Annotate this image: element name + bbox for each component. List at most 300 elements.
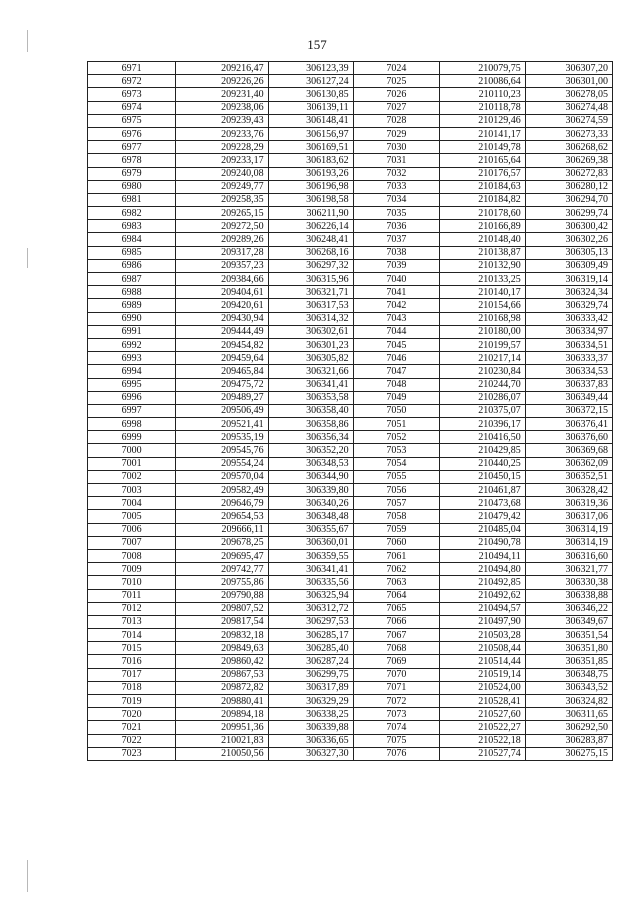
x-coordinate-cell: 209233,17 — [176, 154, 268, 167]
x-coordinate-cell: 209258,35 — [176, 193, 268, 206]
x-coordinate-cell: 210485,04 — [440, 523, 526, 536]
point-number-cell: 6988 — [88, 286, 176, 299]
table-row — [88, 510, 613, 523]
y-coordinate-cell: 306148,41 — [268, 114, 353, 127]
point-number-cell: 7016 — [88, 655, 176, 668]
x-coordinate-cell: 210508,44 — [440, 642, 526, 655]
point-number-cell: 6980 — [88, 180, 176, 193]
x-coordinate-cell: 210494,80 — [440, 563, 526, 576]
table-row — [88, 523, 613, 536]
point-number-cell: 7020 — [88, 708, 176, 721]
x-coordinate-cell: 210528,41 — [440, 695, 526, 708]
point-number-cell: 7041 — [353, 286, 440, 299]
point-number-cell: 7029 — [353, 127, 440, 140]
x-coordinate-cell: 210473,68 — [440, 497, 526, 510]
y-coordinate-cell: 306283,87 — [525, 734, 612, 747]
x-coordinate-cell: 210286,07 — [440, 391, 526, 404]
point-number-cell: 7047 — [353, 365, 440, 378]
point-number-cell: 7012 — [88, 602, 176, 615]
y-coordinate-cell: 306248,41 — [268, 233, 353, 246]
y-coordinate-cell: 306335,56 — [268, 576, 353, 589]
x-coordinate-cell: 209454,82 — [176, 338, 268, 351]
x-coordinate-cell: 209272,50 — [176, 220, 268, 233]
x-coordinate-cell: 209404,61 — [176, 286, 268, 299]
y-coordinate-cell: 306333,42 — [525, 312, 612, 325]
table-row — [88, 734, 613, 747]
y-coordinate-cell: 306169,51 — [268, 141, 353, 154]
x-coordinate-cell: 210079,75 — [440, 62, 526, 75]
x-coordinate-cell: 210133,25 — [440, 273, 526, 286]
x-coordinate-cell: 210184,63 — [440, 180, 526, 193]
x-coordinate-cell: 209465,84 — [176, 365, 268, 378]
point-number-cell: 7035 — [353, 207, 440, 220]
y-coordinate-cell: 306360,01 — [268, 536, 353, 549]
point-number-cell: 7022 — [88, 734, 176, 747]
table-row — [88, 220, 613, 233]
y-coordinate-cell: 306156,97 — [268, 127, 353, 140]
point-number-cell: 7040 — [353, 273, 440, 286]
table-row — [88, 747, 613, 760]
table-row — [88, 470, 613, 483]
x-coordinate-cell: 210149,78 — [440, 141, 526, 154]
coordinates-table — [87, 61, 613, 761]
table-row — [88, 708, 613, 721]
y-coordinate-cell: 306274,48 — [525, 101, 612, 114]
y-coordinate-cell: 306325,94 — [268, 589, 353, 602]
x-coordinate-cell: 210490,78 — [440, 536, 526, 549]
y-coordinate-cell: 306321,71 — [268, 286, 353, 299]
y-coordinate-cell: 306300,42 — [525, 220, 612, 233]
table-row — [88, 615, 613, 628]
x-coordinate-cell: 210492,85 — [440, 576, 526, 589]
point-number-cell: 7066 — [353, 615, 440, 628]
point-number-cell: 6989 — [88, 299, 176, 312]
x-coordinate-cell: 209582,49 — [176, 484, 268, 497]
page-number: 157 — [307, 37, 327, 52]
y-coordinate-cell: 306359,55 — [268, 549, 353, 562]
point-number-cell: 6982 — [88, 207, 176, 220]
table-row — [88, 127, 613, 140]
y-coordinate-cell: 306317,53 — [268, 299, 353, 312]
point-number-cell: 7002 — [88, 470, 176, 483]
y-coordinate-cell: 306292,50 — [525, 721, 612, 734]
table-row — [88, 365, 613, 378]
point-number-cell: 7000 — [88, 444, 176, 457]
point-number-cell: 7024 — [353, 62, 440, 75]
point-number-cell: 7057 — [353, 497, 440, 510]
point-number-cell: 6973 — [88, 88, 176, 101]
point-number-cell: 7018 — [88, 681, 176, 694]
y-coordinate-cell: 306272,83 — [525, 167, 612, 180]
y-coordinate-cell: 306334,53 — [525, 365, 612, 378]
x-coordinate-cell: 210450,15 — [440, 470, 526, 483]
y-coordinate-cell: 306315,96 — [268, 273, 353, 286]
x-coordinate-cell: 210129,46 — [440, 114, 526, 127]
point-number-cell: 7063 — [353, 576, 440, 589]
x-coordinate-cell: 210217,14 — [440, 352, 526, 365]
x-coordinate-cell: 209475,72 — [176, 378, 268, 391]
x-coordinate-cell: 210522,18 — [440, 734, 526, 747]
point-number-cell: 7071 — [353, 681, 440, 694]
y-coordinate-cell: 306139,11 — [268, 101, 353, 114]
y-coordinate-cell: 306297,32 — [268, 259, 353, 272]
point-number-cell: 7006 — [88, 523, 176, 536]
x-coordinate-cell: 210524,00 — [440, 681, 526, 694]
x-coordinate-cell: 209239,43 — [176, 114, 268, 127]
y-coordinate-cell: 306311,65 — [525, 708, 612, 721]
y-coordinate-cell: 306312,72 — [268, 602, 353, 615]
table-row — [88, 193, 613, 206]
y-coordinate-cell: 306317,89 — [268, 681, 353, 694]
x-coordinate-cell: 209489,27 — [176, 391, 268, 404]
x-coordinate-cell: 209742,77 — [176, 563, 268, 576]
x-coordinate-cell: 210148,40 — [440, 233, 526, 246]
point-number-cell: 7067 — [353, 629, 440, 642]
y-coordinate-cell: 306269,38 — [525, 154, 612, 167]
y-coordinate-cell: 306353,58 — [268, 391, 353, 404]
y-coordinate-cell: 306278,05 — [525, 88, 612, 101]
x-coordinate-cell: 210429,85 — [440, 444, 526, 457]
table-row — [88, 695, 613, 708]
y-coordinate-cell: 306349,67 — [525, 615, 612, 628]
table-row — [88, 497, 613, 510]
x-coordinate-cell: 209240,08 — [176, 167, 268, 180]
x-coordinate-cell: 210021,83 — [176, 734, 268, 747]
y-coordinate-cell: 306334,51 — [525, 338, 612, 351]
y-coordinate-cell: 306275,15 — [525, 747, 612, 760]
y-coordinate-cell: 306319,36 — [525, 497, 612, 510]
point-number-cell: 7003 — [88, 484, 176, 497]
x-coordinate-cell: 209444,49 — [176, 325, 268, 338]
x-coordinate-cell: 210141,17 — [440, 127, 526, 140]
x-coordinate-cell: 209867,53 — [176, 668, 268, 681]
x-coordinate-cell: 210176,57 — [440, 167, 526, 180]
y-coordinate-cell: 306319,14 — [525, 273, 612, 286]
y-coordinate-cell: 306348,75 — [525, 668, 612, 681]
x-coordinate-cell: 210522,27 — [440, 721, 526, 734]
point-number-cell: 6974 — [88, 101, 176, 114]
point-number-cell: 7074 — [353, 721, 440, 734]
x-coordinate-cell: 209535,19 — [176, 431, 268, 444]
point-number-cell: 7046 — [353, 352, 440, 365]
x-coordinate-cell: 210396,17 — [440, 418, 526, 431]
x-coordinate-cell: 209570,04 — [176, 470, 268, 483]
point-number-cell: 7005 — [88, 510, 176, 523]
y-coordinate-cell: 306299,75 — [268, 668, 353, 681]
table-row — [88, 378, 613, 391]
x-coordinate-cell: 210479,42 — [440, 510, 526, 523]
table-row — [88, 141, 613, 154]
table-row — [88, 352, 613, 365]
x-coordinate-cell: 210086,64 — [440, 75, 526, 88]
x-coordinate-cell: 210184,82 — [440, 193, 526, 206]
table-row — [88, 563, 613, 576]
point-number-cell: 7068 — [353, 642, 440, 655]
x-coordinate-cell: 210178,60 — [440, 207, 526, 220]
table-row — [88, 180, 613, 193]
table-row — [88, 101, 613, 114]
point-number-cell: 6998 — [88, 418, 176, 431]
point-number-cell: 6978 — [88, 154, 176, 167]
point-number-cell: 7023 — [88, 747, 176, 760]
point-number-cell: 6996 — [88, 391, 176, 404]
y-coordinate-cell: 306309,49 — [525, 259, 612, 272]
table-row — [88, 576, 613, 589]
table-row — [88, 642, 613, 655]
point-number-cell: 7033 — [353, 180, 440, 193]
y-coordinate-cell: 306321,66 — [268, 365, 353, 378]
point-number-cell: 7026 — [353, 88, 440, 101]
y-coordinate-cell: 306226,14 — [268, 220, 353, 233]
y-coordinate-cell: 306376,41 — [525, 418, 612, 431]
table-row — [88, 589, 613, 602]
y-coordinate-cell: 306193,26 — [268, 167, 353, 180]
table-row — [88, 273, 613, 286]
y-coordinate-cell: 306355,67 — [268, 523, 353, 536]
point-number-cell: 7061 — [353, 549, 440, 562]
y-coordinate-cell: 306305,13 — [525, 246, 612, 259]
point-number-cell: 7037 — [353, 233, 440, 246]
x-coordinate-cell: 209654,53 — [176, 510, 268, 523]
point-number-cell: 7032 — [353, 167, 440, 180]
y-coordinate-cell: 306274,59 — [525, 114, 612, 127]
y-coordinate-cell: 306362,09 — [525, 457, 612, 470]
y-coordinate-cell: 306339,80 — [268, 484, 353, 497]
table-row — [88, 114, 613, 127]
x-coordinate-cell: 210050,56 — [176, 747, 268, 760]
y-coordinate-cell: 306333,37 — [525, 352, 612, 365]
y-coordinate-cell: 306351,80 — [525, 642, 612, 655]
point-number-cell: 7007 — [88, 536, 176, 549]
x-coordinate-cell: 210199,57 — [440, 338, 526, 351]
x-coordinate-cell: 209678,25 — [176, 536, 268, 549]
x-coordinate-cell: 209459,64 — [176, 352, 268, 365]
table-row — [88, 299, 613, 312]
table-row — [88, 338, 613, 351]
y-coordinate-cell: 306314,19 — [525, 536, 612, 549]
table-row — [88, 325, 613, 338]
x-coordinate-cell: 209755,86 — [176, 576, 268, 589]
table-row — [88, 233, 613, 246]
point-number-cell: 6991 — [88, 325, 176, 338]
x-coordinate-cell: 210375,07 — [440, 404, 526, 417]
x-coordinate-cell: 209872,82 — [176, 681, 268, 694]
y-coordinate-cell: 306285,17 — [268, 629, 353, 642]
x-coordinate-cell: 210110,23 — [440, 88, 526, 101]
coordinates-table-body — [88, 62, 613, 761]
y-coordinate-cell: 306301,00 — [525, 75, 612, 88]
point-number-cell: 7045 — [353, 338, 440, 351]
table-row — [88, 259, 613, 272]
y-coordinate-cell: 306351,85 — [525, 655, 612, 668]
x-coordinate-cell: 209545,76 — [176, 444, 268, 457]
table-row — [88, 418, 613, 431]
x-coordinate-cell: 210244,70 — [440, 378, 526, 391]
y-coordinate-cell: 306305,82 — [268, 352, 353, 365]
x-coordinate-cell: 209265,15 — [176, 207, 268, 220]
point-number-cell: 7043 — [353, 312, 440, 325]
y-coordinate-cell: 306351,54 — [525, 629, 612, 642]
point-number-cell: 7017 — [88, 668, 176, 681]
y-coordinate-cell: 306314,19 — [525, 523, 612, 536]
y-coordinate-cell: 306349,44 — [525, 391, 612, 404]
x-coordinate-cell: 210440,25 — [440, 457, 526, 470]
y-coordinate-cell: 306348,48 — [268, 510, 353, 523]
y-coordinate-cell: 306344,90 — [268, 470, 353, 483]
x-coordinate-cell: 210492,62 — [440, 589, 526, 602]
y-coordinate-cell: 306316,60 — [525, 549, 612, 562]
point-number-cell: 7009 — [88, 563, 176, 576]
table-row — [88, 391, 613, 404]
y-coordinate-cell: 306358,40 — [268, 404, 353, 417]
y-coordinate-cell: 306329,74 — [525, 299, 612, 312]
point-number-cell: 7062 — [353, 563, 440, 576]
point-number-cell: 6995 — [88, 378, 176, 391]
point-number-cell: 6979 — [88, 167, 176, 180]
point-number-cell: 7042 — [353, 299, 440, 312]
point-number-cell: 7055 — [353, 470, 440, 483]
table-row — [88, 681, 613, 694]
y-coordinate-cell: 306317,06 — [525, 510, 612, 523]
x-coordinate-cell: 209849,63 — [176, 642, 268, 655]
y-coordinate-cell: 306348,53 — [268, 457, 353, 470]
x-coordinate-cell: 209951,36 — [176, 721, 268, 734]
point-number-cell: 6997 — [88, 404, 176, 417]
point-number-cell: 7073 — [353, 708, 440, 721]
table-row — [88, 549, 613, 562]
y-coordinate-cell: 306358,86 — [268, 418, 353, 431]
y-coordinate-cell: 306327,30 — [268, 747, 353, 760]
y-coordinate-cell: 306352,51 — [525, 470, 612, 483]
point-number-cell: 6987 — [88, 273, 176, 286]
point-number-cell: 7076 — [353, 747, 440, 760]
point-number-cell: 6999 — [88, 431, 176, 444]
x-coordinate-cell: 210118,78 — [440, 101, 526, 114]
y-coordinate-cell: 306130,85 — [268, 88, 353, 101]
x-coordinate-cell: 210140,17 — [440, 286, 526, 299]
point-number-cell: 6990 — [88, 312, 176, 325]
x-coordinate-cell: 209289,26 — [176, 233, 268, 246]
point-number-cell: 7027 — [353, 101, 440, 114]
point-number-cell: 6977 — [88, 141, 176, 154]
y-coordinate-cell: 306338,25 — [268, 708, 353, 721]
x-coordinate-cell: 210497,90 — [440, 615, 526, 628]
table-row — [88, 602, 613, 615]
point-number-cell: 7059 — [353, 523, 440, 536]
y-coordinate-cell: 306324,82 — [525, 695, 612, 708]
point-number-cell: 7004 — [88, 497, 176, 510]
x-coordinate-cell: 209554,24 — [176, 457, 268, 470]
point-number-cell: 6983 — [88, 220, 176, 233]
y-coordinate-cell: 306302,61 — [268, 325, 353, 338]
y-coordinate-cell: 306372,15 — [525, 404, 612, 417]
x-coordinate-cell: 209233,76 — [176, 127, 268, 140]
y-coordinate-cell: 306301,23 — [268, 338, 353, 351]
table-row — [88, 62, 613, 75]
table-row — [88, 536, 613, 549]
y-coordinate-cell: 306196,98 — [268, 180, 353, 193]
y-coordinate-cell: 306280,12 — [525, 180, 612, 193]
x-coordinate-cell: 209231,40 — [176, 88, 268, 101]
y-coordinate-cell: 306268,16 — [268, 246, 353, 259]
y-coordinate-cell: 306329,29 — [268, 695, 353, 708]
point-number-cell: 7015 — [88, 642, 176, 655]
x-coordinate-cell: 209430,94 — [176, 312, 268, 325]
table-row — [88, 457, 613, 470]
table-row — [88, 404, 613, 417]
y-coordinate-cell: 306369,68 — [525, 444, 612, 457]
point-number-cell: 6994 — [88, 365, 176, 378]
point-number-cell: 7028 — [353, 114, 440, 127]
point-number-cell: 7052 — [353, 431, 440, 444]
y-coordinate-cell: 306268,62 — [525, 141, 612, 154]
y-coordinate-cell: 306287,24 — [268, 655, 353, 668]
point-number-cell: 7030 — [353, 141, 440, 154]
x-coordinate-cell: 209384,66 — [176, 273, 268, 286]
x-coordinate-cell: 209695,47 — [176, 549, 268, 562]
x-coordinate-cell: 209506,49 — [176, 404, 268, 417]
y-coordinate-cell: 306343,52 — [525, 681, 612, 694]
table-row — [88, 246, 613, 259]
point-number-cell: 7056 — [353, 484, 440, 497]
point-number-cell: 6992 — [88, 338, 176, 351]
x-coordinate-cell: 210168,98 — [440, 312, 526, 325]
table-row — [88, 88, 613, 101]
table-row — [88, 721, 613, 734]
point-number-cell: 7049 — [353, 391, 440, 404]
x-coordinate-cell: 209790,88 — [176, 589, 268, 602]
x-coordinate-cell: 209807,52 — [176, 602, 268, 615]
table-row — [88, 655, 613, 668]
point-number-cell: 7072 — [353, 695, 440, 708]
table-row — [88, 312, 613, 325]
table-row — [88, 286, 613, 299]
y-coordinate-cell: 306123,39 — [268, 62, 353, 75]
y-coordinate-cell: 306340,26 — [268, 497, 353, 510]
x-coordinate-cell: 210527,60 — [440, 708, 526, 721]
x-coordinate-cell: 209521,41 — [176, 418, 268, 431]
point-number-cell: 6984 — [88, 233, 176, 246]
x-coordinate-cell: 210166,89 — [440, 220, 526, 233]
y-coordinate-cell: 306321,77 — [525, 563, 612, 576]
x-coordinate-cell: 209894,18 — [176, 708, 268, 721]
point-number-cell: 7044 — [353, 325, 440, 338]
table-row — [88, 484, 613, 497]
x-coordinate-cell: 209832,18 — [176, 629, 268, 642]
y-coordinate-cell: 306328,42 — [525, 484, 612, 497]
x-coordinate-cell: 209249,77 — [176, 180, 268, 193]
point-number-cell: 7008 — [88, 549, 176, 562]
x-coordinate-cell: 209646,79 — [176, 497, 268, 510]
table-row — [88, 444, 613, 457]
point-number-cell: 7064 — [353, 589, 440, 602]
point-number-cell: 6986 — [88, 259, 176, 272]
y-coordinate-cell: 306339,88 — [268, 721, 353, 734]
y-coordinate-cell: 306341,41 — [268, 378, 353, 391]
y-coordinate-cell: 306337,83 — [525, 378, 612, 391]
x-coordinate-cell: 210527,74 — [440, 747, 526, 760]
table-row — [88, 668, 613, 681]
point-number-cell: 7034 — [353, 193, 440, 206]
x-coordinate-cell: 209216,47 — [176, 62, 268, 75]
y-coordinate-cell: 306198,58 — [268, 193, 353, 206]
y-coordinate-cell: 306273,33 — [525, 127, 612, 140]
point-number-cell: 7031 — [353, 154, 440, 167]
table-row — [88, 431, 613, 444]
point-number-cell: 7070 — [353, 668, 440, 681]
point-number-cell: 7038 — [353, 246, 440, 259]
point-number-cell: 7011 — [88, 589, 176, 602]
